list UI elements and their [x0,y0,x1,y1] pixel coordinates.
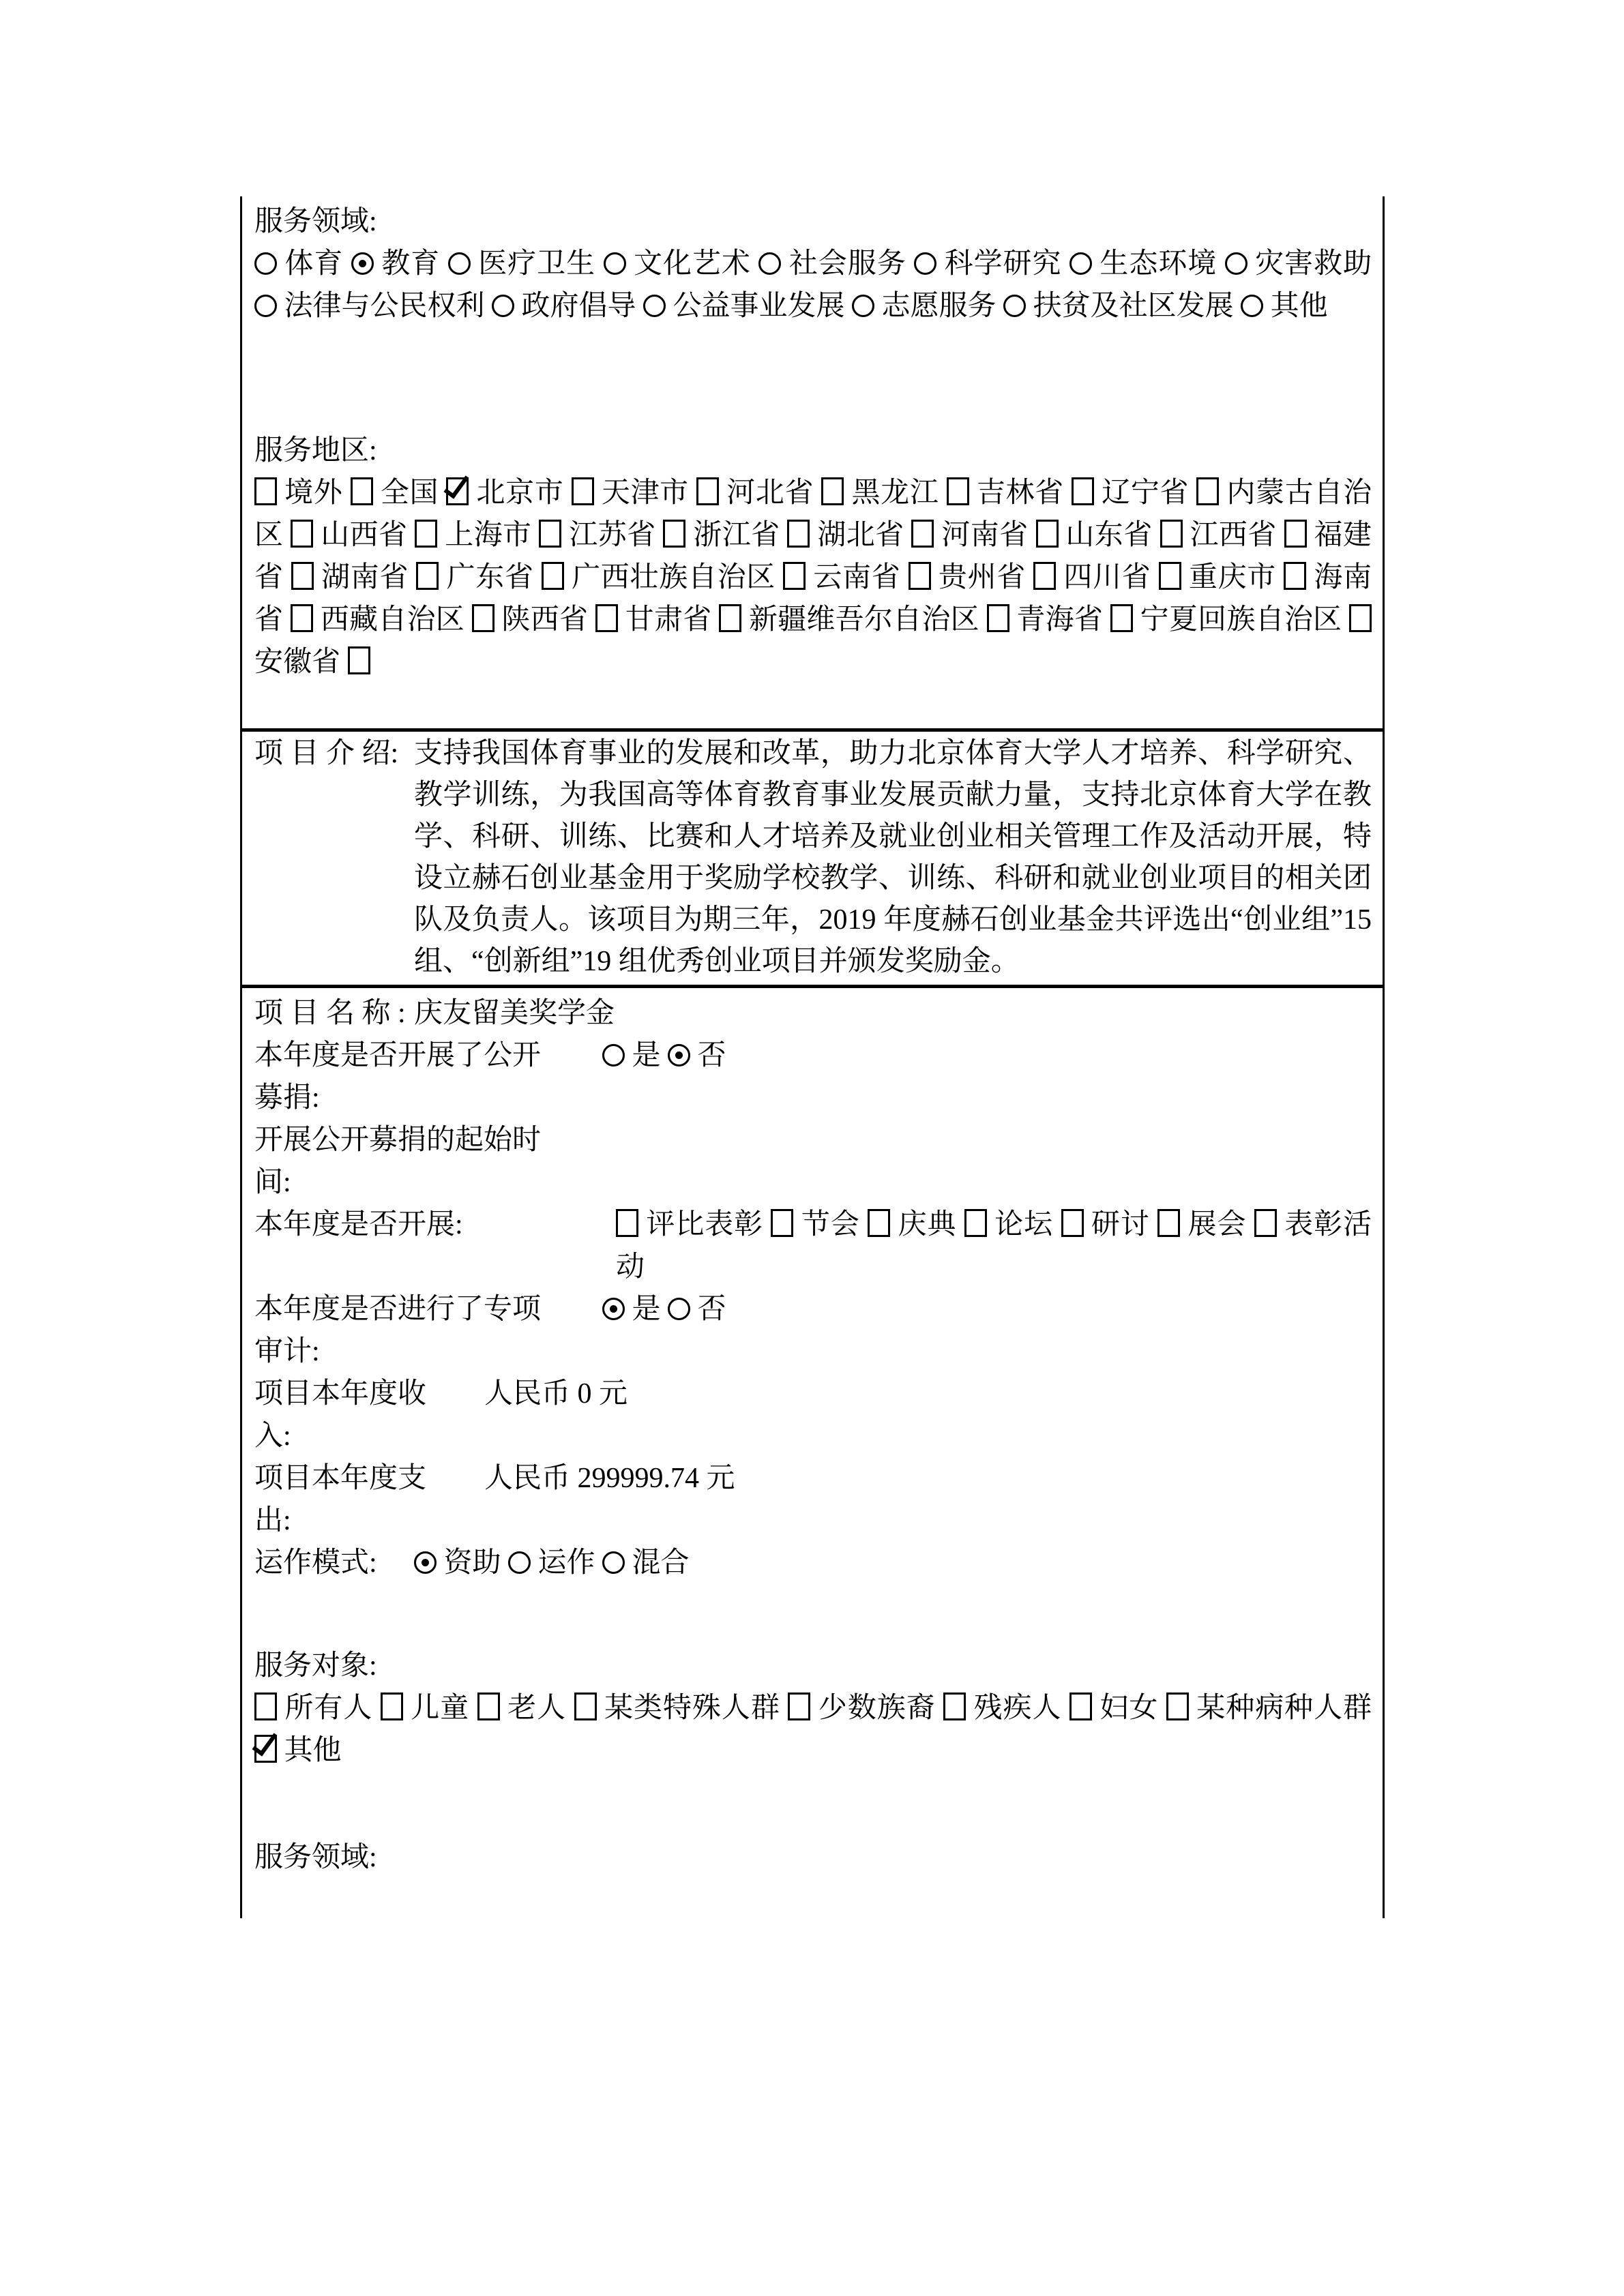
option-label: 其他 [284,1735,342,1766]
option-label: 江苏省 [569,520,656,551]
option-label: 扶贫及社区发展 [1033,290,1234,322]
field-audit [254,1288,1372,1373]
option-label: 混合 [632,1547,690,1579]
service-area-options [254,243,1372,327]
checkbox-icon[interactable] [719,604,741,632]
option-label: 否 [697,1294,726,1325]
checkbox-icon[interactable] [351,477,373,505]
option-label: 公益事业发展 [673,290,845,322]
radio-icon[interactable] [1069,252,1092,275]
activities-label: 本年度是否开展: [254,1209,463,1240]
checkbox-icon[interactable] [1166,1693,1189,1720]
checkbox-icon[interactable] [964,1209,987,1237]
radio-selected-icon[interactable] [414,1551,437,1574]
option-label: 政府倡导 [521,290,636,322]
checkbox-icon[interactable] [1033,562,1056,590]
project-intro-label: 项 目 介 绍: [254,738,399,769]
radio-icon[interactable] [604,252,626,275]
option-label: 某类特殊人群 [604,1693,780,1724]
field-activities [254,1204,1372,1288]
radio-icon[interactable] [1241,295,1263,317]
checkbox-icon[interactable] [539,520,561,548]
option-label: 科学研究 [944,248,1062,280]
option-label: 否 [697,1040,726,1071]
option-label: 某种病种人群 [1196,1693,1372,1724]
checkbox-icon[interactable] [788,1693,810,1720]
checkbox-icon[interactable] [1284,520,1307,548]
option-label: 少数族裔 [818,1693,936,1724]
option-label: 辽宁省 [1102,477,1190,509]
checkbox-icon[interactable] [1160,520,1183,548]
checkbox-icon[interactable] [574,1693,597,1720]
checkbox-checked-icon[interactable] [446,477,469,505]
field-project-name [254,992,1372,1034]
option-label: 老人 [507,1693,567,1724]
radio-icon[interactable] [254,295,277,317]
option-label: 志愿服务 [881,290,996,322]
option-label: 福建省 [254,520,1372,593]
option-label: 生态环境 [1099,248,1217,280]
checkbox-icon[interactable] [943,1693,966,1720]
checkbox-icon[interactable] [1069,1693,1092,1720]
option-label: 法律与公民权利 [284,290,485,322]
checkbox-icon[interactable] [254,1693,277,1720]
project-detail-cell [242,988,1383,1918]
checkbox-icon[interactable] [787,520,810,548]
option-label: 上海市 [445,520,532,551]
option-label: 山东省 [1065,520,1153,551]
checkbox-icon[interactable] [1072,477,1094,505]
checkbox-icon[interactable] [1254,1209,1277,1237]
option-label: 北京市 [476,477,564,509]
field-project-intro [254,733,1372,983]
option-label: 是 [632,1040,661,1071]
radio-icon[interactable] [852,295,874,317]
checkbox-icon[interactable] [1349,604,1372,632]
field-public-fundraising [254,1034,1372,1119]
checkbox-icon[interactable] [472,604,494,632]
option-label: 宁夏回族自治区 [1140,604,1342,636]
operation-mode-label: 运作模式: [254,1547,377,1579]
option-label: 河北省 [726,477,814,509]
option-label: 儿童 [411,1693,470,1724]
option-label: 研讨 [1091,1209,1150,1240]
option-label: 其他 [1270,290,1328,322]
option-label: 甘肃省 [625,604,712,636]
service-target-options [254,1687,1372,1772]
checkbox-icon[interactable] [1036,520,1059,548]
field-operation-mode [254,1542,1372,1584]
option-label: 陕西省 [501,604,589,636]
option-label: 残疾人 [973,1693,1062,1724]
radio-icon[interactable] [602,1551,625,1574]
option-label: 浙江省 [693,520,780,551]
expense-label: 项目本年度支出: [254,1463,427,1536]
radio-selected-icon[interactable] [351,252,374,275]
public-fundraising-label: 本年度是否开展了公开募捐: [254,1040,542,1114]
checkbox-icon[interactable] [947,477,969,505]
option-label: 广东省 [446,562,534,593]
radio-icon[interactable] [643,295,666,317]
option-label: 海南省 [254,562,1372,636]
checkbox-icon[interactable] [783,562,806,590]
service-target-heading: 服务对象: [254,1650,377,1682]
radio-icon[interactable] [448,252,471,275]
expense-value: 人民币 299999.74 元 [484,1463,735,1494]
checkbox-icon[interactable] [1196,477,1219,505]
audit-options [602,1288,726,1330]
radio-icon[interactable] [668,1298,690,1320]
option-label: 教育 [381,248,441,280]
option-label: 全国 [380,477,439,509]
option-label: 湖北省 [817,520,904,551]
project-name-label: 项 目 名 称 : [254,998,406,1029]
option-label: 云南省 [813,562,901,593]
service-region-heading: 服务地区: [254,435,377,466]
audit-label: 本年度是否进行了专项审计: [254,1294,542,1367]
checkbox-icon[interactable] [911,520,934,548]
option-label: 所有人 [284,1693,373,1724]
option-label: 贵州省 [938,562,1026,593]
option-label: 是 [632,1294,661,1325]
option-label: 医疗卫生 [478,248,596,280]
option-label: 灾害救助 [1255,248,1372,280]
radio-icon[interactable] [602,1044,625,1067]
option-label: 体育 [284,248,344,280]
option-label: 安徽省 [254,646,341,678]
checkbox-icon[interactable] [987,604,1009,632]
checkbox-icon[interactable] [868,1209,890,1237]
option-label: 西藏自治区 [320,604,464,636]
operation-mode-options [414,1542,690,1584]
activities-options [616,1204,1372,1288]
income-label: 项目本年度收入: [254,1378,427,1452]
checkbox-icon[interactable] [1284,562,1306,590]
option-label: 黑龙江 [851,477,939,509]
project-intro-cell [242,732,1383,988]
checkbox-icon[interactable] [291,520,313,548]
option-label: 广西壮族自治区 [572,562,776,593]
radio-icon[interactable] [254,252,277,275]
checkbox-icon[interactable] [663,520,685,548]
project-name-value: 庆友留美奖学金 [414,998,615,1029]
field-income [254,1373,1372,1457]
checkbox-icon[interactable] [291,562,314,590]
checkbox-icon[interactable] [291,604,313,632]
checkbox-icon[interactable] [771,1209,793,1237]
checkbox-icon[interactable] [1110,604,1133,632]
service-area-bottom-heading: 服务领域: [254,1842,377,1873]
checkbox-icon[interactable] [477,1693,500,1720]
option-label: 妇女 [1099,1693,1159,1724]
option-label: 吉林省 [976,477,1064,509]
option-label: 境外 [284,477,343,509]
checkbox-icon[interactable] [416,562,439,590]
service-area-heading: 服务领域: [254,206,377,237]
checkbox-icon[interactable] [1157,1209,1180,1237]
option-label: 四川省 [1063,562,1151,593]
option-label: 庆典 [898,1209,957,1240]
option-label: 文化艺术 [634,248,751,280]
radio-icon[interactable] [1225,252,1247,275]
checkbox-icon[interactable] [1061,1209,1084,1237]
option-label: 新疆维吾尔自治区 [748,604,979,636]
option-label: 山西省 [321,520,408,551]
public-fundraising-options [602,1034,726,1077]
project-intro-text: 支持我国体育事业的发展和改革，助力北京体育大学人才培养、科学研究、教学训练，为我国高等体育教育事业发展贡献力量，支持北京体育大学在教学、科研、训练、比赛和人才培养及就业创业相关管理工作及活动开展，特设立赫石创业基金用于奖励学校教学、训练、科研和就业创业项目的相关团队及负责人。该项目为期三年，2019 年度赫石创业基金共评选出“创业组”15 组、“创新组”19 组优秀创业项目并颁发奖励金。 [414,738,1372,977]
radio-icon[interactable] [758,252,781,275]
option-label: 青海省 [1016,604,1104,636]
radio-selected-icon[interactable] [668,1044,690,1067]
checkbox-icon[interactable] [415,520,437,548]
checkbox-icon[interactable] [542,562,564,590]
option-label: 运作 [537,1547,595,1579]
option-label: 社会服务 [788,248,906,280]
option-label: 表彰活动 [616,1209,1372,1283]
option-label: 江西省 [1190,520,1277,551]
field-fundraising-time [254,1119,1372,1204]
checkbox-checked-icon[interactable] [254,1735,277,1763]
checkbox-icon[interactable] [616,1209,638,1237]
checkbox-icon[interactable] [909,562,931,590]
checkbox-icon[interactable] [572,477,594,505]
checkbox-icon[interactable] [254,477,277,505]
income-value: 人民币 0 元 [484,1378,628,1410]
option-label: 内蒙古自治区 [254,477,1372,551]
radio-icon[interactable] [914,252,936,275]
checkbox-icon[interactable] [821,477,844,505]
radio-icon[interactable] [492,295,514,317]
checkbox-icon[interactable] [381,1693,403,1720]
option-label: 论坛 [994,1209,1054,1240]
option-label: 节会 [801,1209,860,1240]
radio-icon[interactable] [1003,295,1026,317]
field-expense [254,1457,1372,1542]
fundraising-time-label: 开展公开募捐的起始时间: [254,1124,542,1198]
radio-selected-icon[interactable] [602,1298,625,1320]
service-area-region-cell [242,196,1383,732]
checkbox-icon[interactable] [348,646,370,674]
service-region-options [254,472,1372,683]
checkbox-icon[interactable] [696,477,719,505]
option-label: 湖南省 [321,562,409,593]
option-label: 重庆市 [1188,562,1276,593]
radio-icon[interactable] [508,1551,531,1574]
option-label: 评比表彰 [646,1209,764,1240]
checkbox-icon[interactable] [595,604,618,632]
option-label: 展会 [1187,1209,1247,1240]
option-label: 河南省 [941,520,1029,551]
annual-report-form-table [240,196,1385,1918]
checkbox-icon[interactable] [1159,562,1181,590]
option-label: 天津市 [601,477,689,509]
option-label: 资助 [443,1547,501,1579]
